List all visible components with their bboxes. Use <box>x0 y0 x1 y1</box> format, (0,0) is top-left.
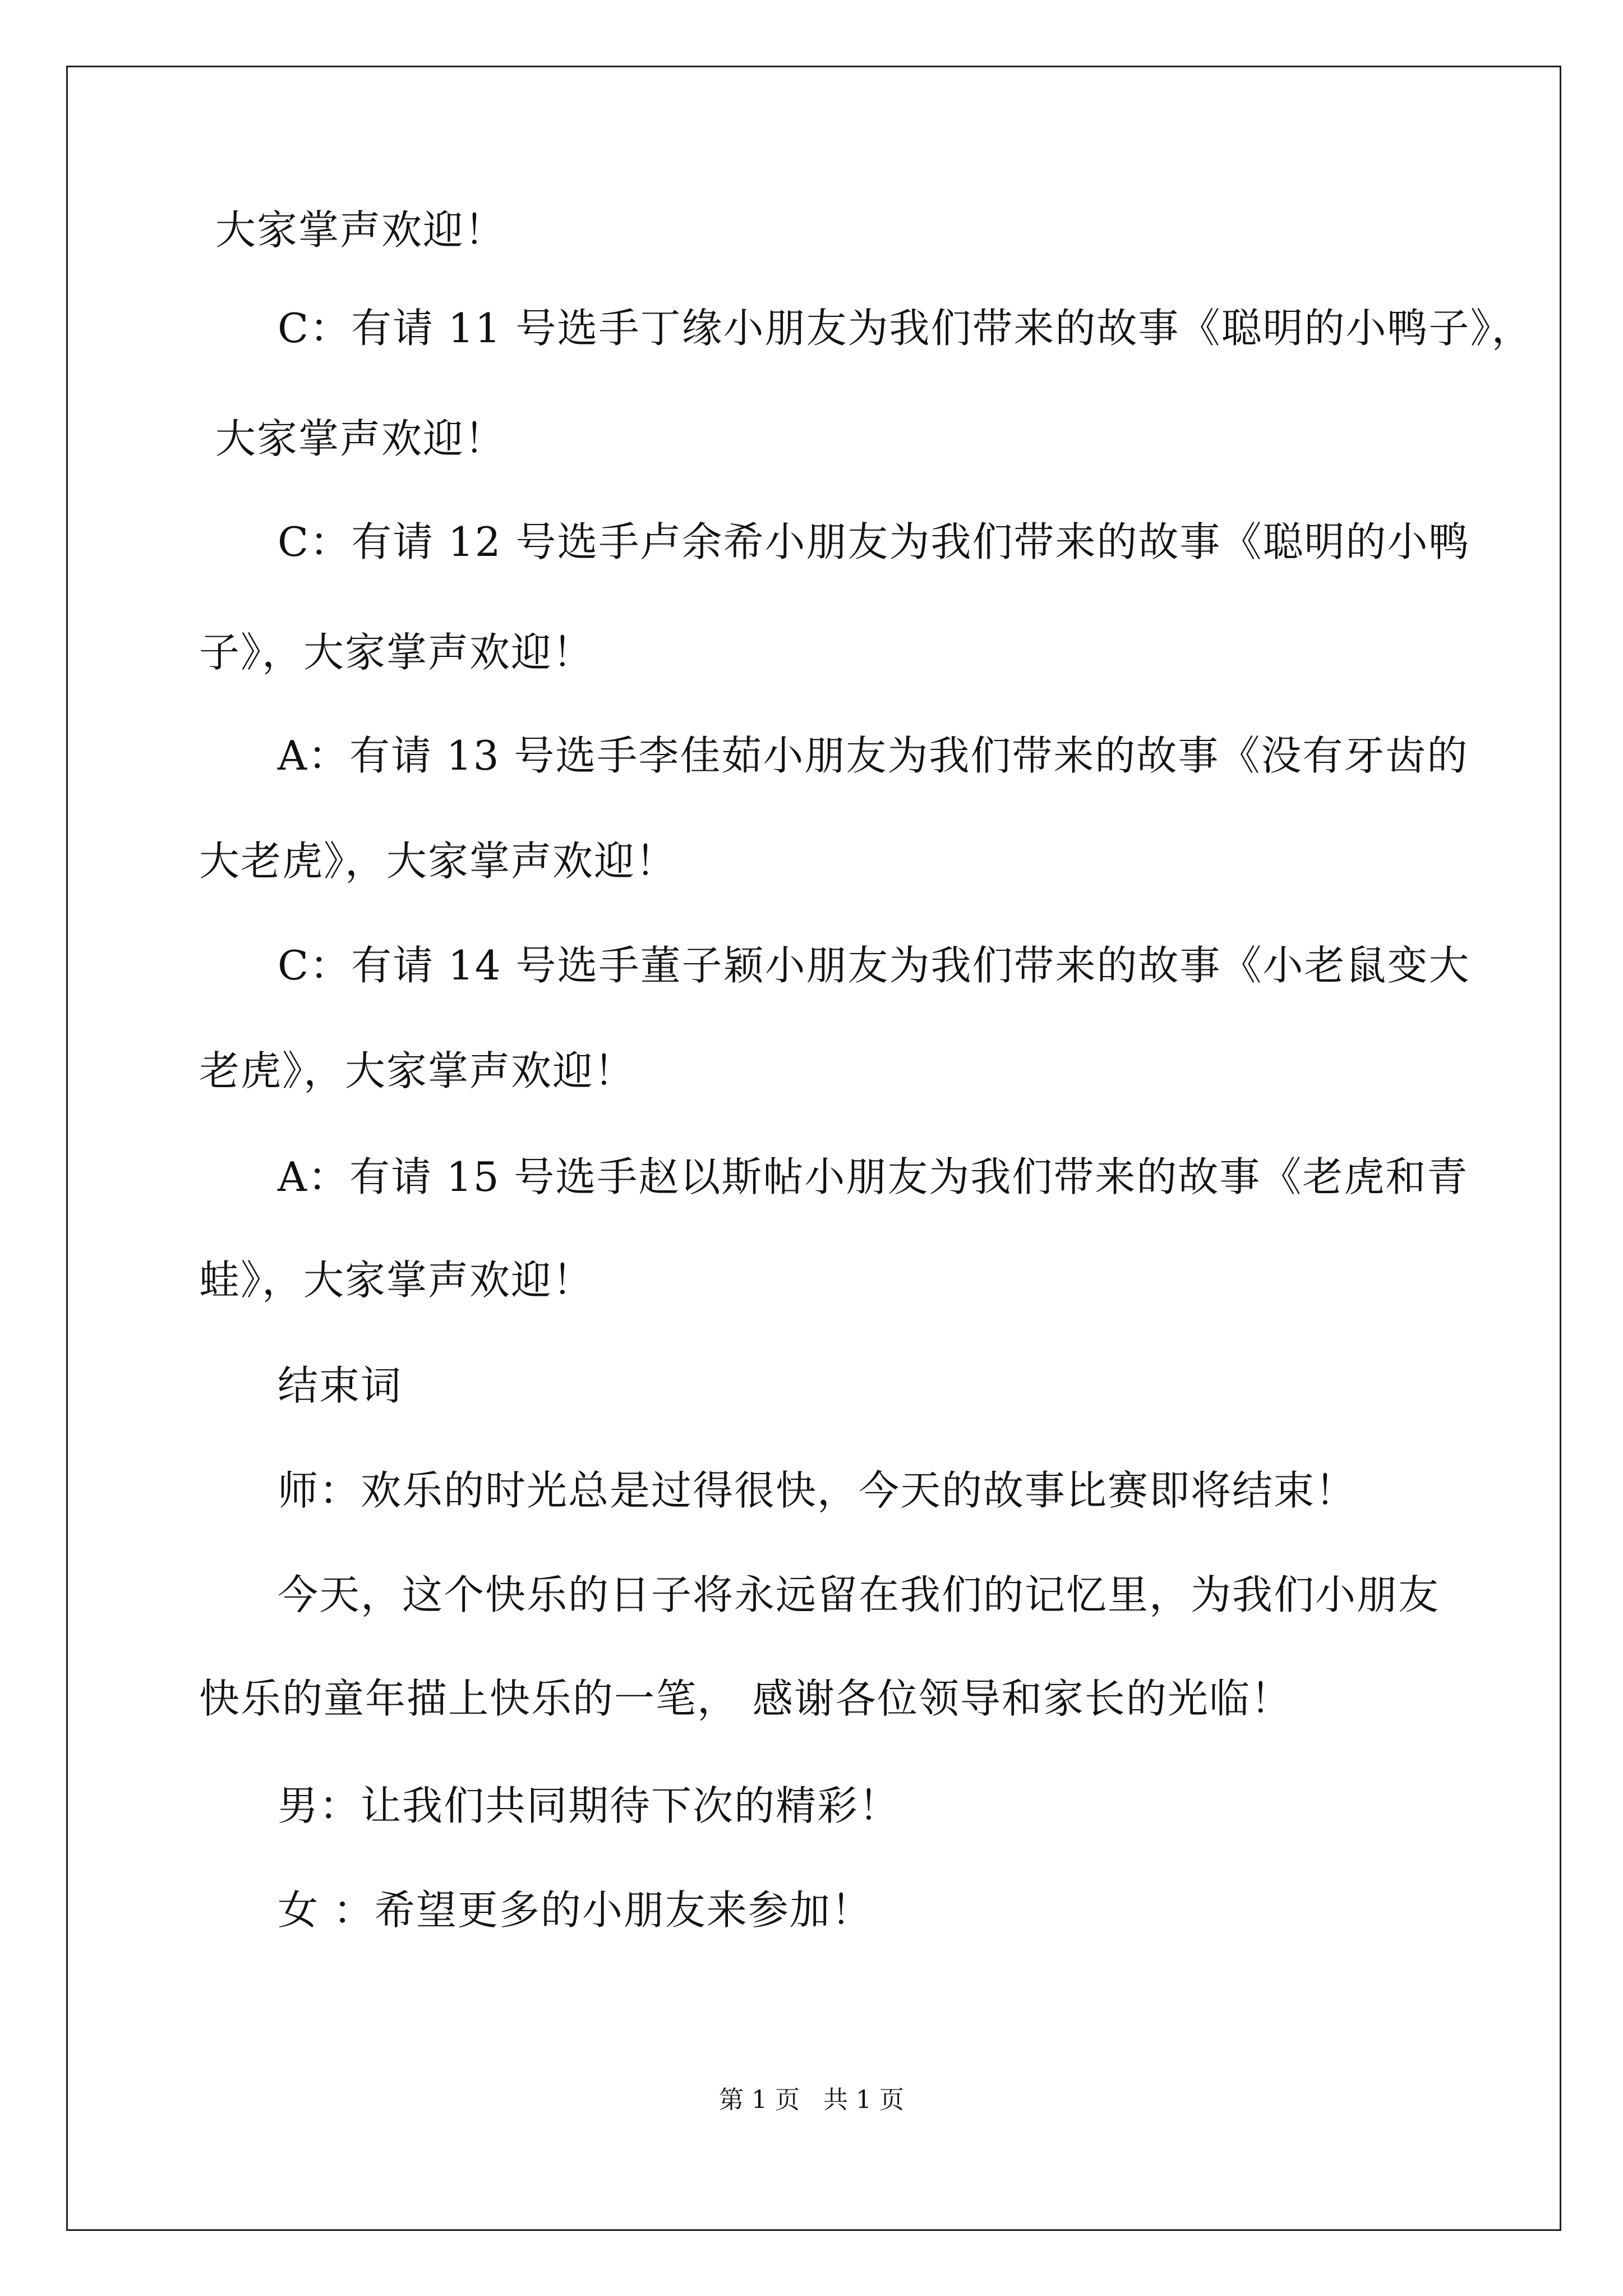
paragraph-line: 男：让我们共同期待下次的精彩！ <box>278 1782 901 1829</box>
paragraph-line: 大家掌声欢迎！ <box>215 206 506 254</box>
page-footer <box>0 2083 1623 2117</box>
section-heading: 结束词 <box>278 1362 403 1409</box>
paragraph-line: 蛙》，大家掌声欢迎！ <box>199 1257 594 1304</box>
paragraph-line: 今天，这个快乐的日子将永远留在我们的记忆里，为我们小朋友 <box>278 1571 1440 1618</box>
paragraph-line: 大家掌声欢迎！ <box>215 415 506 462</box>
paragraph-line: C：有请 11 号选手丁缘小朋友为我们带来的故事《聪明的小鸭子》， <box>278 305 1533 352</box>
paragraph-line: 女 ：希望更多的小朋友来参加！ <box>278 1887 873 1934</box>
paragraph-line: 大老虎》，大家掌声欢迎！ <box>199 838 677 885</box>
paragraph-line: 师：欢乐的时光总是过得很快，今天的故事比赛即将结束！ <box>278 1467 1357 1514</box>
paragraph-line: C：有请 12 号选手卢余希小朋友为我们带来的故事《聪明的小鸭 <box>278 518 1470 565</box>
paragraph-line: 子》，大家掌声欢迎！ <box>199 629 594 676</box>
paragraph-line: 快乐的童年描上快乐的一笔， 感谢各位领导和家长的光临！ <box>199 1675 1292 1722</box>
paragraph-line: A：有请 13 号选手李佳茹小朋友为我们带来的故事《没有牙齿的 <box>278 732 1469 779</box>
paragraph-line: C：有请 14 号选手董子颖小朋友为我们带来的故事《小老鼠变大 <box>278 942 1470 989</box>
page-number: 第 1 页 <box>719 2086 800 2114</box>
paragraph-line: A：有请 15 号选手赵以斯帖小朋友为我们带来的故事《老虎和青 <box>278 1153 1469 1200</box>
paragraph-line: 老虎》，大家掌声欢迎！ <box>199 1047 636 1094</box>
page-total: 共 1 页 <box>823 2086 904 2114</box>
